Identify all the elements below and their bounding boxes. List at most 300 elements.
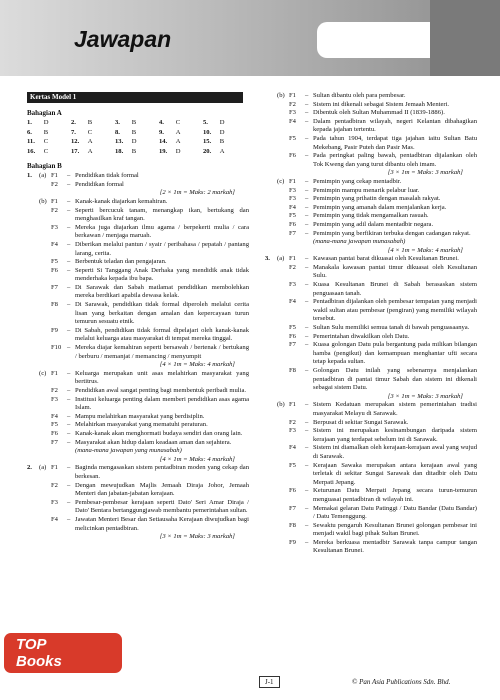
point-text: Sistem Kedatuan merupakan sistem pemerintahan tradisi masyarakat Melayu di Sarawak. [313,401,477,417]
point-code: F4 [289,444,296,452]
question-number [265,195,277,204]
point-text: Pemimpin yang amanah dalam menjalankan kerja. [313,203,447,211]
mcq-row [27,129,247,139]
part-label: (b) [39,197,47,205]
mcq-answer: D [219,128,225,136]
question-number [265,178,277,187]
dash-separator: – [305,298,309,306]
point-text: Pendidikan formal [75,180,124,188]
point-code: F6 [289,152,296,160]
dash-separator: – [305,521,309,529]
part-label [277,333,289,342]
left-column [27,92,249,542]
mcq-answer: C [87,128,93,136]
dash-separator: – [67,387,71,394]
dash-separator: – [305,444,309,452]
dash-separator: – [305,341,309,349]
question-number [27,439,39,448]
point-code: F1 [51,369,58,377]
answer-point [27,499,249,516]
answer-point [265,367,477,393]
point-text: Golongan Datu inilah yang sebenarnya menjalankan pentadbiran di pantai timur Sabah dan sistem ini dikenali sebagai sistem Datu. [313,367,477,392]
part-label [277,341,289,367]
point-text: Dalam pentadbiran wilayah, negeri Kelantan dibahagikan kepada jajahan tertentu. [313,117,477,134]
dash-separator: – [305,461,309,469]
answer-point [27,284,249,301]
dash-separator: – [305,229,309,237]
point-code: F3 [51,498,58,506]
point-code: F1 [289,92,296,99]
header-corner-band [430,0,500,76]
dash-separator: – [67,197,71,205]
point-code: F9 [289,538,296,546]
point-text: Jawatan Menteri Besar dan Setiausaha Kerajaan diwujudkan bagi melicinkan pentadbiran. [75,515,249,532]
point-code: F8 [289,367,296,374]
point-text: Pemimpin mampu menarik pelabur luar. [313,186,420,194]
point-code: F4 [51,515,58,523]
mcq-answer: A [175,138,181,146]
mcq-question-number: 17. [70,147,80,155]
mark-allocation: [2 × 1m = Maks: 2 markah] [159,189,235,197]
page-header [0,0,500,76]
answer-point [27,421,249,430]
mcq-question-number: 2. [70,119,76,127]
section-b-heading: Bahagian B [27,161,62,170]
mcq-answer-table [27,119,247,157]
mcq-question-number: 3. [114,119,120,127]
mcq-question-number: 8. [114,128,120,136]
answer-point [265,135,477,152]
part-label [39,516,51,533]
mcq-answer: A [219,147,225,155]
point-text: Pada peringkat paling bawah, pentadbiran dijalankan oleh Tok Kweng dan yang turut dibantu oleh imam. [313,152,477,168]
mcq-answer: D [43,119,49,127]
answer-point [27,344,249,361]
question-number [27,413,39,422]
dash-separator: – [67,283,71,291]
mark-allocation: [4 × 1m = Maks: 4 markah] [387,246,463,254]
part-label: (c) [277,177,285,185]
part-label [39,344,51,361]
part-label [277,462,289,488]
point-text: Seperti bercucuk tanam, menangkap ikan, bertukang dan menghasilkan kraf tangan. [75,206,249,223]
mark-allocation: [4 × 1m = Maks: 4 markah] [159,455,235,463]
point-text: Kawasan pantai barat dikuasai oleh Kesultanan Brunei. [313,255,459,263]
part-label [39,387,51,396]
dash-separator: – [305,281,309,289]
point-code: F3 [289,427,296,435]
question-number: 2. [27,464,32,472]
point-text: Di Sabah, pendidikan tidak formal dipelajari oleh kanak-kanak melalui keluarga atau masyarakat di tempat mereka tinggal. [75,326,249,343]
part-label [277,187,289,196]
question-number [265,187,277,196]
point-text: Masyarakat akan hidup dalam keadaan aman dan sejahtera. [75,438,232,446]
question-number: 1. [27,172,32,180]
question-number [27,516,39,533]
point-code: F8 [289,521,296,529]
point-code: F3 [289,281,296,289]
question-number [265,264,277,281]
question-number [265,522,277,539]
question-number [27,258,39,267]
point-code: F7 [289,504,296,512]
dash-separator: – [67,206,71,214]
page-title: Jawapan [74,26,172,52]
part-label [277,101,289,110]
mcq-answer: B [43,128,49,136]
point-code: F10 [51,344,62,352]
point-text: Pentadbiran dijalankan oleh pembesar tempatan yang menjadi wakil sultan atau pembesar (pengiran) yang memiliki wilayah tersebut. [313,298,477,323]
answer-point [27,301,249,327]
point-code: F5 [51,421,58,429]
mcq-question-number: 11. [27,138,35,146]
part-label [39,267,51,284]
mark-allocation: [4 × 1m = Maks: 4 markah] [159,361,235,369]
answer-point [265,522,477,539]
dash-separator: – [67,240,71,248]
dash-separator: – [67,180,71,188]
dash-separator: – [67,344,71,352]
point-text: Manakala kawasan pantai timur dikuasai oleh Kesultanan Sulu. [313,263,477,280]
point-text: Pemimpin yang prihatin dengan masalah rakyat. [313,195,441,203]
answer-point [27,327,249,344]
answer-point [265,333,477,342]
question-number [265,152,277,169]
point-code: F5 [289,324,296,332]
question-number [265,324,277,333]
point-text: Pendidikan awal sangat penting bagi membentuk peribadi mulia. [75,387,247,394]
mcq-answer: A [87,138,93,146]
point-code: F7 [289,341,296,349]
dash-separator: – [305,487,309,495]
answer-point [27,464,249,481]
mcq-answer: B [87,119,93,127]
answer-point [265,427,477,444]
point-text: Baginda mengasaskan sistem pentadbiran moden yang cekap dan berkesan. [75,464,249,480]
part-label [277,522,289,539]
dash-separator: – [67,438,71,446]
mcq-question-number: 13. [114,138,124,146]
point-text: Mereka berkuasa mentadbir Sarawak tanpa campur tangan Kesultanan Brunei. [313,538,477,555]
dash-separator: – [305,504,309,512]
question-number [27,301,39,327]
mcq-question-number: 9. [158,128,164,136]
question-number [265,341,277,367]
part-label: (a) [39,172,47,180]
part-label [39,327,51,344]
mcq-question-number: 6. [27,128,32,136]
question-number [27,181,39,190]
point-code: F9 [51,326,58,334]
mcq-question-number: 19. [158,147,168,155]
mark-allocation: [3 × 1m = Maks: 3 markah] [159,533,235,541]
point-text: Kanak-kanak akan menghormati budaya sendiri dan orang lain. [75,429,243,437]
mcq-answer: D [131,138,137,146]
question-number [27,482,39,499]
question-number [27,267,39,284]
answer-point [27,207,249,224]
point-text: Sistem ini merupakan kesinambungan daripada sistem kerajaan yang terdapat sebelum ini di Sarawak. [313,427,477,443]
part-label [277,281,289,298]
dash-separator: – [305,117,309,125]
part-label [277,487,289,504]
dash-separator: – [67,223,71,231]
part-label [39,499,51,516]
mcq-question-number: 15. [202,138,212,146]
question-number [27,224,39,241]
part-label [39,181,51,190]
point-code: F1 [289,255,296,263]
point-code: F7 [51,438,58,446]
dash-separator: – [67,301,71,309]
answer-point [27,439,249,448]
part-label [39,258,51,267]
mark-allocation: [3 × 1m = Maks: 3 markah] [387,169,463,177]
mcq-question-number: 16. [27,147,36,155]
point-code: F4 [51,240,58,248]
part-label [39,224,51,241]
dash-separator: – [305,212,309,220]
dash-separator: – [305,401,309,409]
part-label [277,264,289,281]
point-text: Keluarga merupakan unit asas melahirkan masyarakat yang bertitrus. [75,369,249,386]
question-number [265,135,277,152]
answer-point [27,482,249,499]
part-label [277,230,289,239]
point-text: Di Sarawak, pendidikan tidak formal diperoleh melalui cerita lisan yang berkaitan dengan amalan dan kepercayaan turun temurun sesuatu etnik. [75,301,249,326]
question-number [27,421,39,430]
answer-point [265,92,477,101]
answer-note: (mana-mana jawapan munasabah) [313,238,406,246]
dash-separator: – [67,498,71,506]
part-label [39,284,51,301]
question-number [27,198,39,207]
dash-separator: – [67,326,71,334]
mcq-answer: A [87,147,93,155]
answer-point [27,396,249,413]
part-label [39,396,51,413]
answer-point [265,298,477,324]
part-label [277,204,289,213]
part-label [277,109,289,118]
question-number [265,333,277,342]
point-text: Di Sarawak dan Sabah matlamat pendidikan membolehkan mereka berdikari apabila dewasa kelak. [75,283,249,300]
answer-point [265,462,477,488]
mcq-question-number: 12. [70,138,80,146]
point-text: Berbentuk teladan dan pengajaran. [75,258,167,266]
point-code: F2 [289,263,296,271]
part-label [39,482,51,499]
dash-separator: – [305,324,309,332]
answer-point [27,241,249,258]
answer-point [27,224,249,241]
answer-point [265,195,477,204]
point-code: F6 [51,429,58,437]
dash-separator: – [305,263,309,271]
answer-point [27,258,249,267]
part-label [277,539,289,556]
answer-point [265,178,477,187]
point-code: F3 [289,109,296,117]
part-label [39,430,51,439]
point-code: F2 [289,100,296,108]
point-text: Mereka diajar kemahiran seperti bersawah / bertenak / bertukang / berburu / memanjat / memancing / menyumpit [75,344,249,360]
answer-note: (mana-mana jawapan yang munasabah) [75,447,182,455]
question-number [265,204,277,213]
dash-separator: – [305,255,309,263]
answer-point [265,212,477,221]
point-code: F4 [289,298,296,306]
answer-point [27,413,249,422]
point-text: Institusi keluarga penting dalam memberi pendidikan asas agama Islam. [75,395,249,412]
mcq-question-number: 14. [158,138,168,146]
question-number [265,281,277,298]
point-code: F7 [51,283,58,291]
mcq-answer: B [131,119,137,127]
answer-point [265,281,477,298]
point-text: Keturunan Datu Merpati Jepang secara turun-temurun menguasai pentadbiran di wilayah ini. [313,487,477,503]
answer-point [265,255,477,264]
point-text: Memakai gelaran Datu Patinggi / Datu Bandar (Datu Bandar) / Datu Temenggung. [313,504,477,521]
point-code: F1 [51,197,58,205]
answer-point [27,370,249,387]
question-number [27,284,39,301]
dash-separator: – [305,109,309,117]
point-text: Kuasa golongan Datu pula bergantung pada milikan bilangan hamba (pengikut) dan kemampuan menghantar ufti secara tetap kepada sultan. [313,341,477,366]
point-code: F5 [289,461,296,469]
point-code: F2 [51,180,58,188]
point-code: F7 [289,229,296,237]
point-text: Pembesar-pembesar kerajaan seperti Dato' Seri Amar Diraja / Dato' Bentara bertanggungjawab membantu pemerintahan sultan. [75,498,249,515]
part-label [277,505,289,522]
answer-point [27,181,249,190]
answer-point [27,516,249,533]
point-code: F4 [289,117,296,125]
answer-point [265,118,477,135]
mcq-answer: B [219,138,225,146]
right-answer-list [265,92,477,556]
dash-separator: – [305,134,309,142]
part-label [277,427,289,444]
mcq-question-number: 4. [158,119,164,127]
question-number [27,327,39,344]
point-text: Sewaktu pengaruh Kesultanan Brunei golongan pembesar ini menjadi wakil bagi pihak Sultan Brunei. [313,521,477,538]
question-number [265,487,277,504]
dash-separator: – [305,203,309,211]
dash-separator: – [67,421,71,429]
dash-separator: – [305,427,309,435]
part-label [277,419,289,428]
answer-point [265,221,477,230]
answer-point [265,539,477,556]
question-number [265,101,277,110]
dash-separator: – [67,429,71,437]
dash-separator: – [67,464,71,472]
question-number [265,212,277,221]
question-number [265,109,277,118]
part-label [39,421,51,430]
point-code: F2 [289,418,296,426]
question-number [265,444,277,461]
question-number [27,387,39,396]
point-code: F4 [289,203,296,211]
dash-separator: – [305,332,309,340]
answer-point [265,324,477,333]
dash-separator: – [305,186,309,194]
part-label: (c) [39,369,47,377]
point-text: Diberikan melalui pantun / syair / peribahasa / pepatah / pantang larang, cerita. [75,240,249,257]
point-code: F5 [289,134,296,142]
question-number [27,396,39,413]
part-label: (b) [277,401,285,409]
mcq-answer: D [219,119,225,127]
mcq-answer: C [43,147,49,155]
point-code: F3 [51,223,58,231]
point-text: Sistem ini dikenali sebagai Sistem Jemaah Menteri. [313,100,450,108]
mcq-question-number: 20. [202,147,212,155]
question-number [27,241,39,258]
mcq-answer: C [43,138,49,146]
point-code: F5 [289,212,296,220]
point-text: Kerajaan Sawaka merupakan antara kerajaan awal yang terletak di sekitar Sungai Sarawak dan ditadbir oleh Datu Merpati Jepang. [313,461,477,486]
part-label [277,444,289,461]
point-text: Dengan mewujudkan Majlis Jemaah Diraja Johor, Jemaah Menteri dan jabatan-jabatan kerajaan. [75,481,249,498]
part-label [277,135,289,152]
point-code: F6 [51,266,58,274]
part-label [39,207,51,224]
point-text: Pemimpin yang berfikiran terbuka dengan cadangan rakyat. [313,229,471,237]
point-code: F8 [51,301,58,309]
question-number [265,505,277,522]
dash-separator: – [305,538,309,546]
point-text: Dibentuk oleh Sultan Muhammad II (1839-1886). [313,109,445,117]
point-code: F4 [51,412,58,420]
point-code: F2 [51,387,58,394]
part-label: (a) [277,255,285,263]
mcq-row [27,148,247,158]
point-text: Pemimpin yang adil dalam mentadbir negara. [313,220,434,228]
question-number [27,370,39,387]
mcq-row [27,119,247,129]
mcq-question-number: 18. [114,147,124,155]
point-text: Mereka juga diajarkan ilmu agama / berpekerti mulia / cara berkawan / menjaga maruah. [75,223,249,240]
part-label [39,413,51,422]
point-text: Sultan dibantu oleh para pembesar. [313,92,406,99]
question-number [265,298,277,324]
mcq-answer: A [175,128,181,136]
dash-separator: – [305,92,309,99]
point-code: F1 [289,177,296,185]
answer-point [27,198,249,207]
answer-point [265,101,477,110]
point-text: Sultan Sulu memiliki semua tanah di bawah penguasaanya. [313,324,470,332]
dash-separator: – [305,100,309,108]
dash-separator: – [305,195,309,203]
point-text: Mampu melahirkan masyarakat yang berdisiplin. [75,412,205,420]
answer-point [265,204,477,213]
point-code: F6 [289,332,296,340]
point-code: F2 [51,481,58,489]
mcq-answer: D [175,147,181,155]
answer-point [265,109,477,118]
question-number [27,344,39,361]
part-label [277,221,289,230]
point-code: F3 [289,186,296,194]
mcq-answer: B [131,128,137,136]
answer-point [265,444,477,461]
mcq-answer: B [131,147,137,155]
point-text: Pendidikan tidak formal [75,172,139,180]
